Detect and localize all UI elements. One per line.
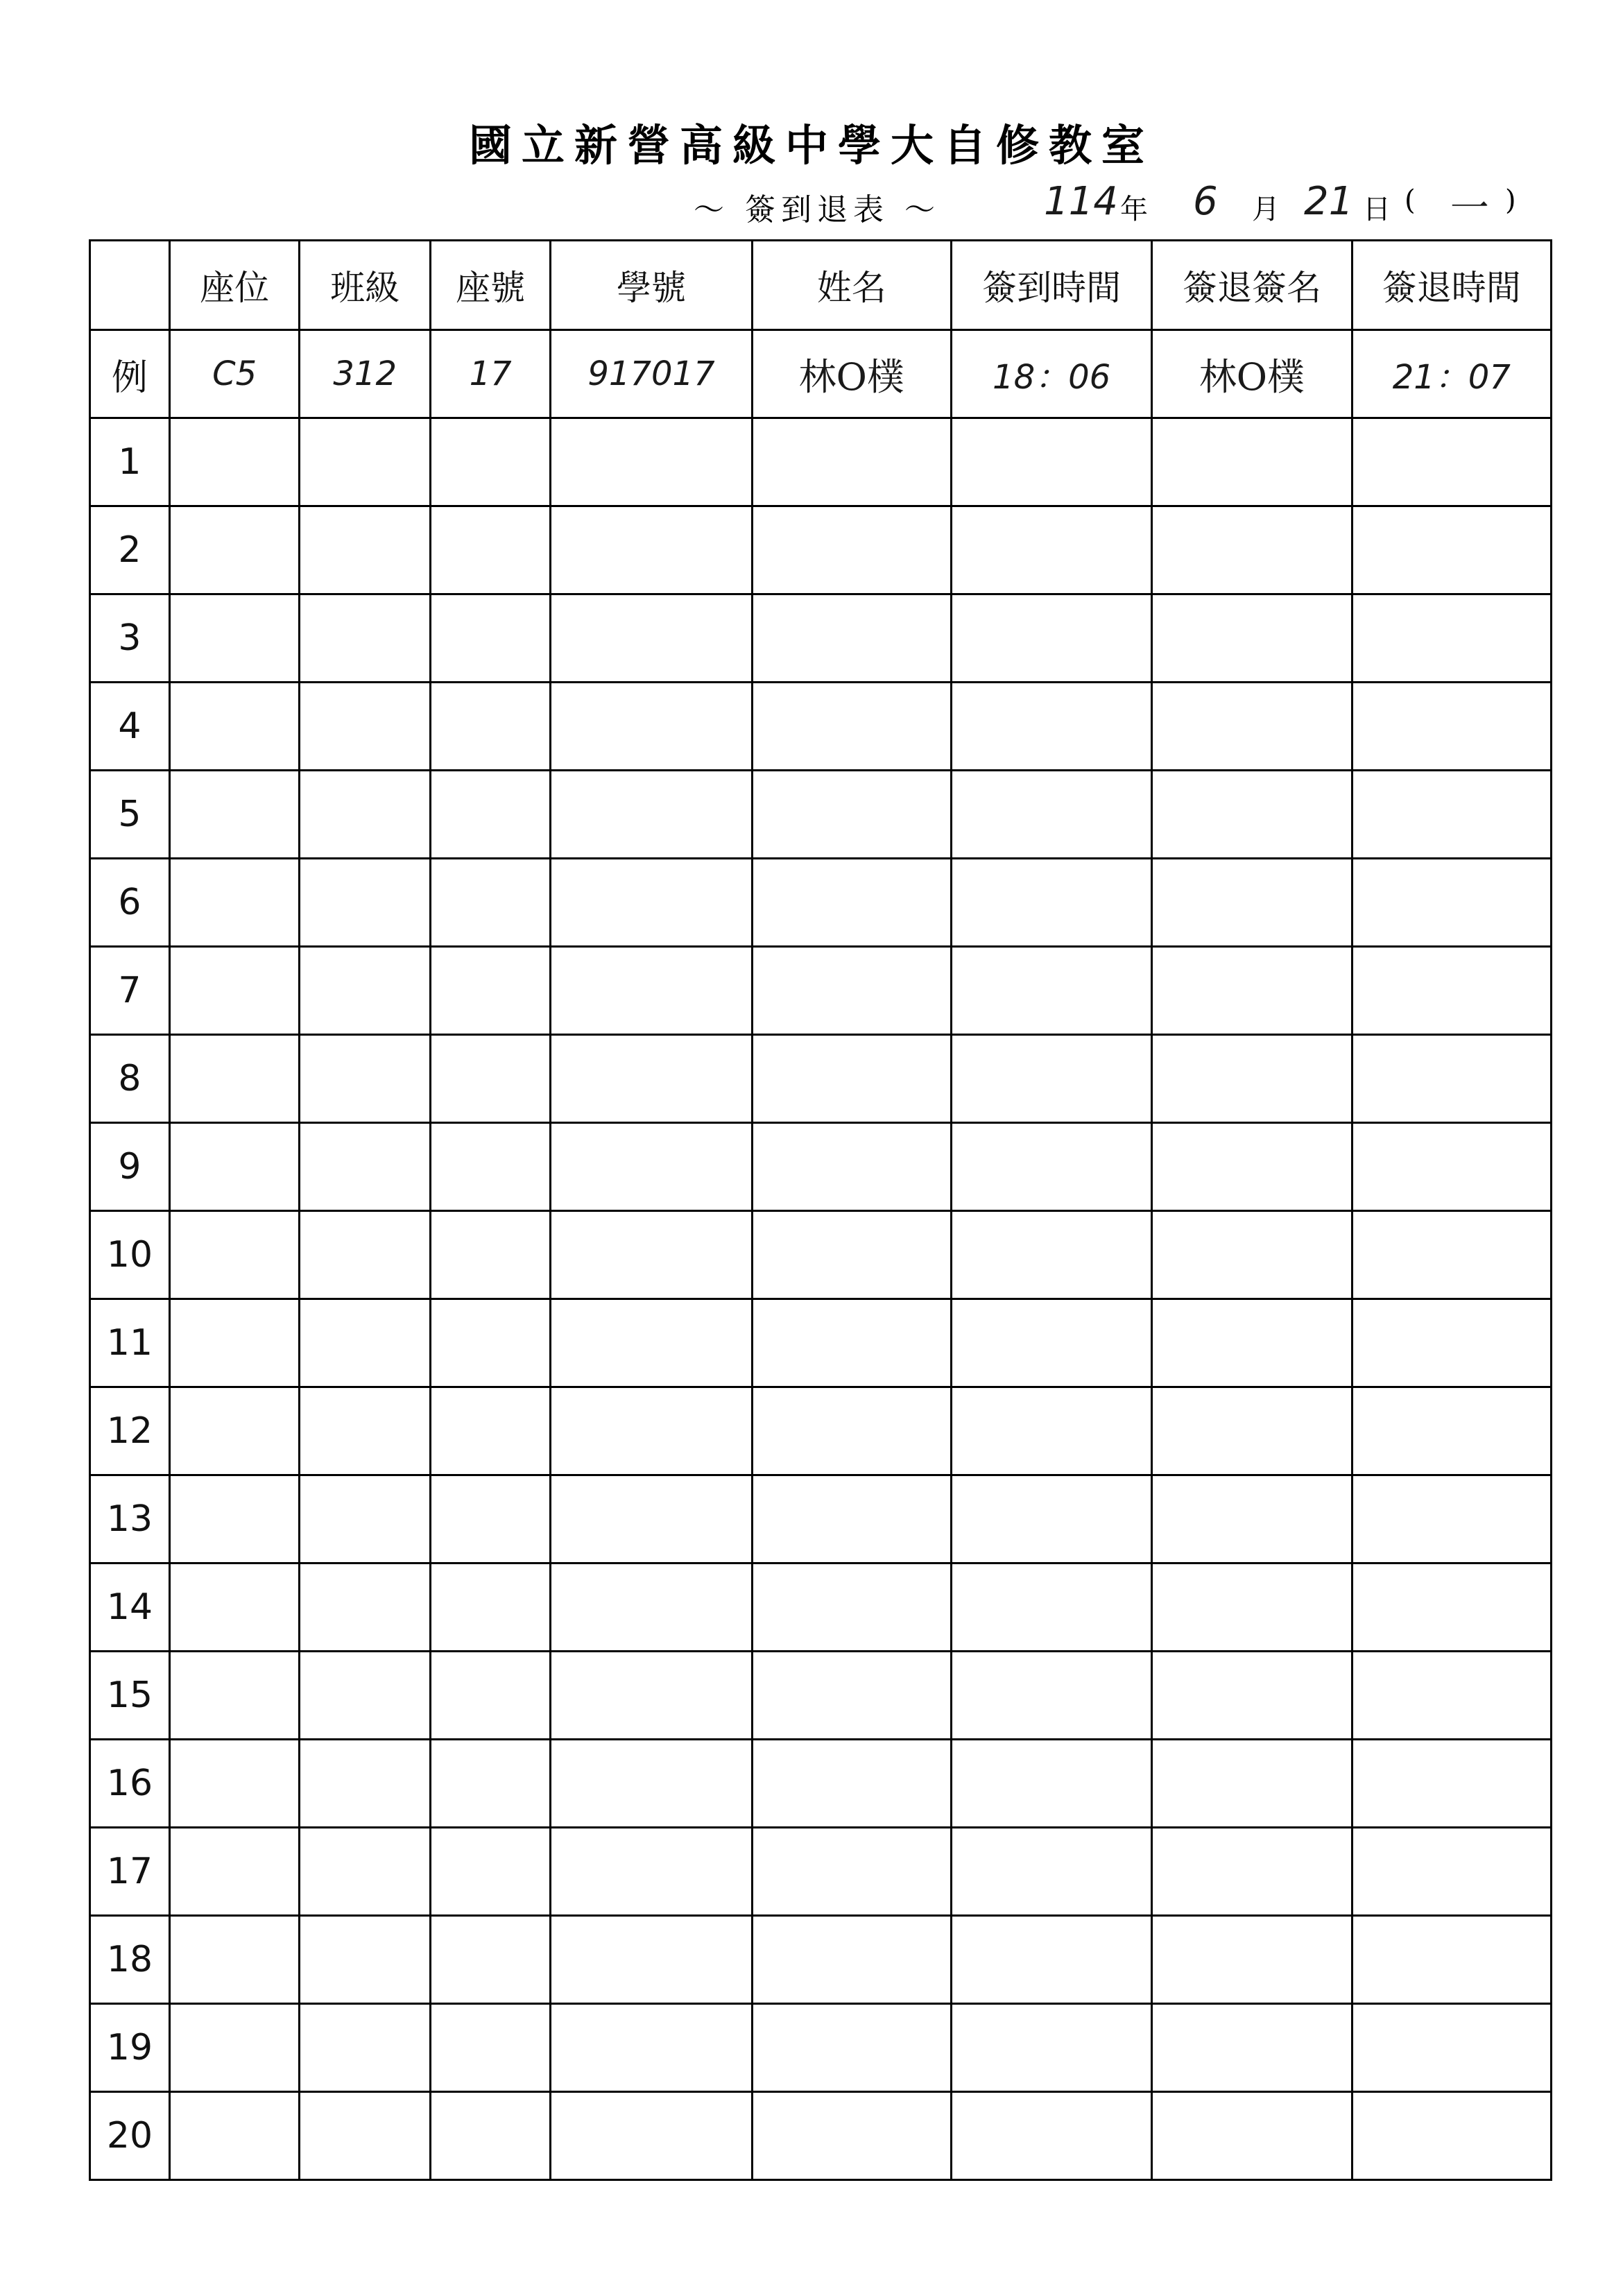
cell-checkin-time <box>951 1123 1151 1211</box>
cell-seat <box>169 1299 300 1387</box>
table-row <box>90 418 1552 506</box>
cell-student-id <box>551 1740 752 1828</box>
date-day-value: 21 <box>1304 179 1354 224</box>
header-seat: 座位 <box>169 241 300 330</box>
cell-checkout-signature <box>1152 859 1352 947</box>
cell-seat-number <box>430 1916 550 2004</box>
example-checkin-time: 18：06 <box>951 330 1151 418</box>
header-class: 班級 <box>300 241 431 330</box>
example-row <box>90 330 1552 418</box>
cell-name <box>752 418 951 506</box>
cell-checkin-time <box>951 947 1151 1035</box>
row-number: 20 <box>90 2092 170 2180</box>
cell-checkout-time <box>1352 1916 1551 2004</box>
table-row <box>90 771 1552 859</box>
cell-name <box>752 1916 951 2004</box>
row-number: 8 <box>90 1035 170 1123</box>
cell-seat-number <box>430 506 550 594</box>
cell-seat-number <box>430 1035 550 1123</box>
date-day-label: 日 <box>1363 194 1391 225</box>
cell-checkout-time <box>1352 2092 1551 2180</box>
cell-class <box>300 1211 431 1299</box>
cell-checkout-time <box>1352 2004 1551 2092</box>
cell-class <box>300 1299 431 1387</box>
cell-checkout-time <box>1352 1475 1551 1563</box>
cell-name <box>752 859 951 947</box>
cell-name <box>752 1211 951 1299</box>
date-close-paren: ) <box>1505 185 1516 216</box>
row-number: 19 <box>90 2004 170 2092</box>
cell-name <box>752 1828 951 1916</box>
cell-seat-number <box>430 947 550 1035</box>
cell-seat <box>169 1211 300 1299</box>
table-row <box>90 2004 1552 2092</box>
cell-student-id <box>551 1387 752 1475</box>
cell-checkout-time <box>1352 418 1551 506</box>
cell-seat-number <box>430 683 550 771</box>
table-row <box>90 1916 1552 2004</box>
header-checkout-time: 簽退時間 <box>1352 241 1551 330</box>
table-row <box>90 1299 1552 1387</box>
cell-class <box>300 1828 431 1916</box>
cell-checkout-signature <box>1152 1740 1352 1828</box>
cell-seat <box>169 1123 300 1211</box>
cell-class <box>300 683 431 771</box>
cell-checkout-signature <box>1152 1035 1352 1123</box>
cell-checkin-time <box>951 1828 1151 1916</box>
example-seat: C5 <box>169 330 300 418</box>
table-row <box>90 859 1552 947</box>
table-row <box>90 1475 1552 1563</box>
cell-student-id <box>551 1652 752 1740</box>
form-subtitle: ～ 簽到退表 ～ <box>694 192 941 228</box>
cell-checkout-signature <box>1152 1563 1352 1652</box>
cell-name <box>752 947 951 1035</box>
cell-student-id <box>551 1475 752 1563</box>
cell-seat <box>169 2092 300 2180</box>
table-row <box>90 1740 1552 1828</box>
cell-name <box>752 2004 951 2092</box>
cell-name <box>752 2092 951 2180</box>
cell-seat <box>169 506 300 594</box>
cell-student-id <box>551 2004 752 2092</box>
cell-checkin-time <box>951 418 1151 506</box>
cell-student-id <box>551 418 752 506</box>
table-row <box>90 1387 1552 1475</box>
cell-checkout-time <box>1352 1211 1551 1299</box>
cell-name <box>752 1652 951 1740</box>
cell-class <box>300 1475 431 1563</box>
page-title: 國立新營高級中學大自修教室 <box>468 120 1154 171</box>
cell-name <box>752 1123 951 1211</box>
cell-checkout-time <box>1352 947 1551 1035</box>
cell-seat-number <box>430 2004 550 2092</box>
cell-seat-number <box>430 771 550 859</box>
table-row <box>90 683 1552 771</box>
row-number: 4 <box>90 683 170 771</box>
cell-seat <box>169 1652 300 1740</box>
cell-checkout-time <box>1352 771 1551 859</box>
example-student-id: 917017 <box>551 330 752 418</box>
table-row <box>90 1828 1552 1916</box>
cell-class <box>300 771 431 859</box>
table-row <box>90 2092 1552 2180</box>
date-month-label: 月 <box>1252 194 1280 225</box>
cell-name <box>752 1299 951 1387</box>
cell-class <box>300 2092 431 2180</box>
cell-class <box>300 506 431 594</box>
row-number: 17 <box>90 1828 170 1916</box>
table-row <box>90 1123 1552 1211</box>
cell-seat <box>169 1828 300 1916</box>
cell-checkout-signature <box>1152 1652 1352 1740</box>
cell-checkin-time <box>951 1299 1151 1387</box>
cell-student-id <box>551 1299 752 1387</box>
cell-checkout-time <box>1352 1740 1551 1828</box>
cell-student-id <box>551 2092 752 2180</box>
cell-checkin-time <box>951 2092 1151 2180</box>
cell-checkout-signature <box>1152 1475 1352 1563</box>
cell-seat <box>169 594 300 683</box>
cell-name <box>752 1387 951 1475</box>
cell-class <box>300 1563 431 1652</box>
cell-seat <box>169 947 300 1035</box>
row-number: 16 <box>90 1740 170 1828</box>
cell-student-id <box>551 859 752 947</box>
example-checkout-signature: 林O樸 <box>1152 330 1352 418</box>
cell-seat-number <box>430 1387 550 1475</box>
cell-checkout-signature <box>1152 683 1352 771</box>
cell-seat <box>169 859 300 947</box>
table-row <box>90 1035 1552 1123</box>
cell-name <box>752 1563 951 1652</box>
cell-seat-number <box>430 1740 550 1828</box>
cell-checkin-time <box>951 859 1151 947</box>
cell-seat <box>169 1563 300 1652</box>
cell-checkin-time <box>951 1211 1151 1299</box>
cell-checkout-signature <box>1152 1387 1352 1475</box>
cell-checkin-time <box>951 594 1151 683</box>
cell-class <box>300 1387 431 1475</box>
header-checkout-signature: 簽退簽名 <box>1152 241 1352 330</box>
cell-checkout-signature <box>1152 947 1352 1035</box>
cell-checkout-signature <box>1152 2092 1352 2180</box>
cell-seat-number <box>430 1123 550 1211</box>
example-checkout-time: 21：07 <box>1352 330 1551 418</box>
cell-name <box>752 1035 951 1123</box>
cell-checkout-signature <box>1152 1123 1352 1211</box>
cell-checkout-time <box>1352 1563 1551 1652</box>
cell-seat <box>169 418 300 506</box>
cell-checkout-time <box>1352 859 1551 947</box>
cell-checkin-time <box>951 1740 1151 1828</box>
cell-student-id <box>551 1035 752 1123</box>
cell-seat <box>169 1387 300 1475</box>
cell-checkout-time <box>1352 506 1551 594</box>
row-number: 13 <box>90 1475 170 1563</box>
cell-checkout-time <box>1352 1123 1551 1211</box>
cell-seat <box>169 1740 300 1828</box>
cell-seat-number <box>430 418 550 506</box>
row-number: 10 <box>90 1211 170 1299</box>
cell-student-id <box>551 1211 752 1299</box>
row-number: 3 <box>90 594 170 683</box>
row-number: 1 <box>90 418 170 506</box>
cell-seat-number <box>430 859 550 947</box>
row-number: 18 <box>90 1916 170 2004</box>
row-number: 12 <box>90 1387 170 1475</box>
cell-checkout-signature <box>1152 771 1352 859</box>
date-month-value: 6 <box>1193 179 1218 224</box>
date-year-value: 114 <box>1044 179 1118 224</box>
header-row <box>90 241 1552 330</box>
example-class: 312 <box>300 330 431 418</box>
table-row <box>90 1563 1552 1652</box>
cell-checkout-signature <box>1152 594 1352 683</box>
cell-seat-number <box>430 1828 550 1916</box>
header-student-id: 學號 <box>551 241 752 330</box>
cell-checkin-time <box>951 1475 1151 1563</box>
header-row-label <box>90 241 170 330</box>
cell-checkout-time <box>1352 1652 1551 1740</box>
cell-class <box>300 1123 431 1211</box>
cell-seat <box>169 1035 300 1123</box>
cell-checkout-time <box>1352 1387 1551 1475</box>
cell-checkin-time <box>951 2004 1151 2092</box>
cell-class <box>300 1740 431 1828</box>
cell-checkin-time <box>951 1916 1151 2004</box>
cell-checkout-signature <box>1152 1211 1352 1299</box>
date-open-paren: ( <box>1405 185 1416 216</box>
cell-checkin-time <box>951 1652 1151 1740</box>
cell-name <box>752 506 951 594</box>
cell-checkout-time <box>1352 1299 1551 1387</box>
example-seat-number: 17 <box>430 330 550 418</box>
cell-name <box>752 1475 951 1563</box>
cell-checkin-time <box>951 771 1151 859</box>
row-number: 11 <box>90 1299 170 1387</box>
table-row <box>90 594 1552 683</box>
cell-checkout-signature <box>1152 1828 1352 1916</box>
cell-checkout-signature <box>1152 418 1352 506</box>
sign-in-table <box>89 239 1552 2181</box>
cell-student-id <box>551 771 752 859</box>
cell-checkin-time <box>951 506 1151 594</box>
example-name: 林O樸 <box>752 330 951 418</box>
cell-seat-number <box>430 1475 550 1563</box>
example-row-label: 例 <box>90 330 170 418</box>
cell-checkin-time <box>951 1387 1151 1475</box>
cell-checkout-signature <box>1152 1299 1352 1387</box>
table-row <box>90 506 1552 594</box>
cell-class <box>300 947 431 1035</box>
cell-checkout-time <box>1352 1828 1551 1916</box>
cell-checkout-time <box>1352 1035 1551 1123</box>
row-number: 6 <box>90 859 170 947</box>
cell-seat-number <box>430 594 550 683</box>
cell-seat <box>169 1916 300 2004</box>
cell-class <box>300 594 431 683</box>
cell-student-id <box>551 683 752 771</box>
cell-class <box>300 418 431 506</box>
table-row <box>90 947 1552 1035</box>
table-row <box>90 1652 1552 1740</box>
header-name: 姓名 <box>752 241 951 330</box>
cell-checkin-time <box>951 1035 1151 1123</box>
row-number: 2 <box>90 506 170 594</box>
cell-seat-number <box>430 1652 550 1740</box>
table-row <box>90 1211 1552 1299</box>
cell-class <box>300 1916 431 2004</box>
cell-seat <box>169 1475 300 1563</box>
cell-student-id <box>551 1563 752 1652</box>
cell-class <box>300 1652 431 1740</box>
cell-seat-number <box>430 1563 550 1652</box>
cell-student-id <box>551 506 752 594</box>
cell-student-id <box>551 594 752 683</box>
cell-seat-number <box>430 1299 550 1387</box>
cell-seat <box>169 771 300 859</box>
cell-name <box>752 683 951 771</box>
cell-name <box>752 771 951 859</box>
date-year-label: 年 <box>1120 194 1148 225</box>
cell-checkout-signature <box>1152 1916 1352 2004</box>
row-number: 7 <box>90 947 170 1035</box>
cell-checkin-time <box>951 1563 1151 1652</box>
row-number: 14 <box>90 1563 170 1652</box>
date-weekday-value: 一 <box>1446 186 1485 231</box>
cell-checkin-time <box>951 683 1151 771</box>
cell-seat <box>169 683 300 771</box>
cell-name <box>752 594 951 683</box>
cell-student-id <box>551 1123 752 1211</box>
row-number: 15 <box>90 1652 170 1740</box>
cell-name <box>752 1740 951 1828</box>
header-checkin-time: 簽到時間 <box>951 241 1151 330</box>
cell-checkout-signature <box>1152 506 1352 594</box>
cell-class <box>300 2004 431 2092</box>
cell-student-id <box>551 1828 752 1916</box>
cell-seat-number <box>430 1211 550 1299</box>
cell-checkout-signature <box>1152 2004 1352 2092</box>
cell-student-id <box>551 1916 752 2004</box>
cell-class <box>300 1035 431 1123</box>
cell-checkout-time <box>1352 683 1551 771</box>
cell-checkout-time <box>1352 594 1551 683</box>
cell-student-id <box>551 947 752 1035</box>
cell-seat-number <box>430 2092 550 2180</box>
row-number: 5 <box>90 771 170 859</box>
cell-class <box>300 859 431 947</box>
row-number: 9 <box>90 1123 170 1211</box>
header-seat-number: 座號 <box>430 241 550 330</box>
cell-seat <box>169 2004 300 2092</box>
